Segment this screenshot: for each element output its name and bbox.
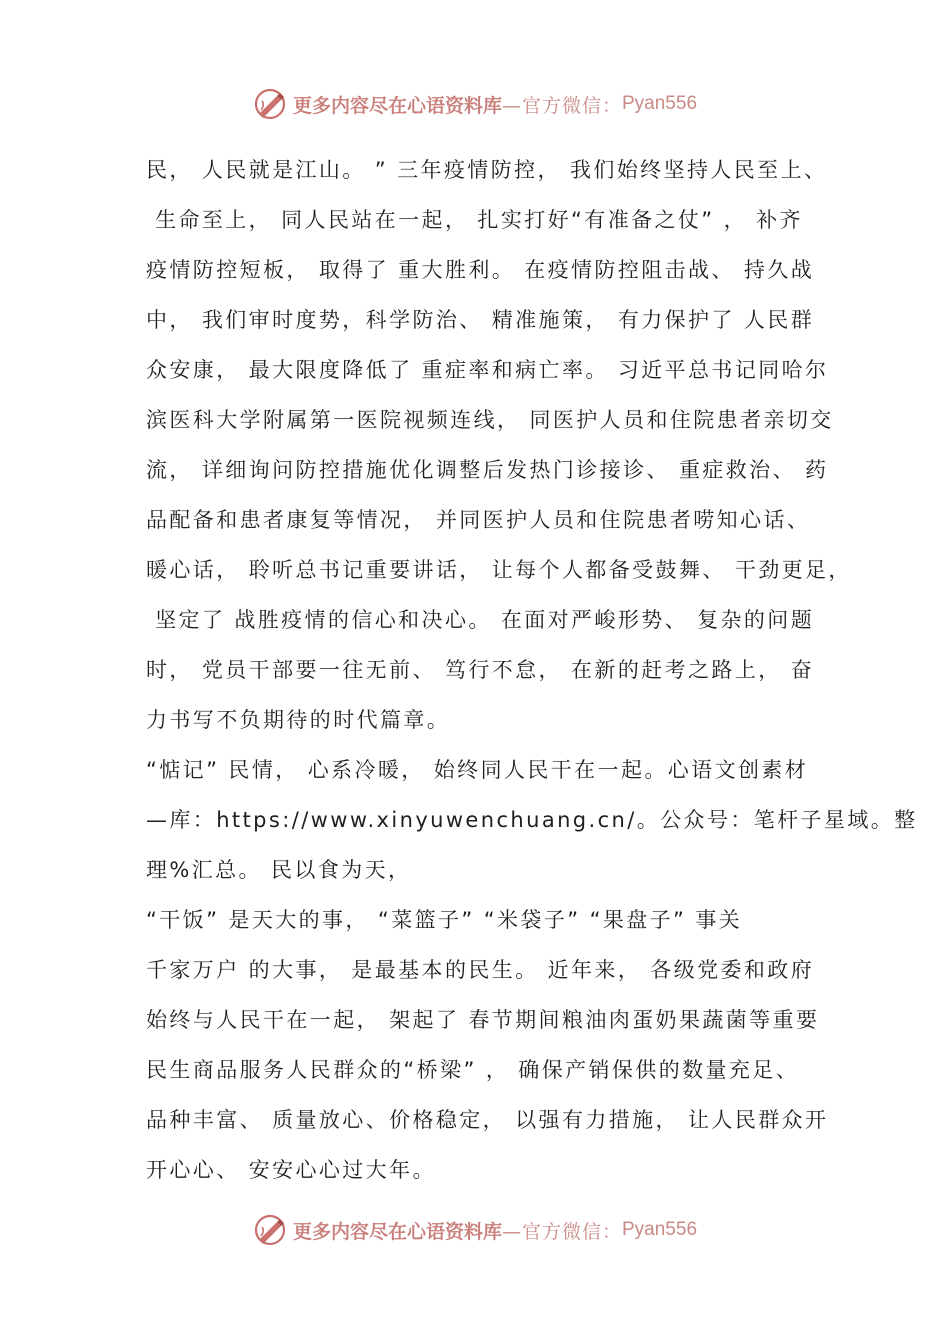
body-line: 千家万户 的大事， 是最基本的民生。 近年来， 各级党委和政府 — [146, 958, 815, 982]
header-banner-main: 更多内容尽在心语资料库 — [292, 94, 502, 117]
body-line: 坚定了 战胜疫情的信心和决心。 在面对严峻形势、 复杂的问题 — [146, 608, 815, 632]
body-line: 民生商品服务人民群众的“桥梁” ， 确保产销保供的数量充足、 — [146, 1058, 800, 1082]
header-banner-text — [293, 91, 697, 118]
pen-logo-icon — [253, 87, 287, 121]
body-line: 时， 党员干部要一往无前、 笃行不怠， 在新的赶考之路上， 奋 — [146, 658, 815, 682]
body-line: 中， 我们审时度势，科学防治、 精准施策， 有力保护了 人民群 — [146, 308, 815, 332]
footer-banner-main: 更多内容尽在心语资料库 — [292, 1220, 502, 1243]
body-line: 始终与人民干在一起， 架起了 春节期间粮油肉蛋奶果蔬菌等重要 — [146, 1008, 820, 1032]
footer-banner — [0, 1210, 950, 1250]
body-line: 品种丰富、 质量放心、价格稳定， 以强有力措施， 让人民群众开 — [146, 1108, 829, 1132]
footer-banner-id: Pyan556 — [622, 1219, 698, 1240]
body-line: 众安康， 最大限度降低了 重症率和病亡率。 习近平总书记同哈尔 — [146, 358, 829, 382]
body-line: 民， 人民就是江山。 ” 三年疫情防控， 我们始终坚持人民至上、 — [146, 158, 828, 182]
body-line: “惦记” 民情， 心系冷暖， 始终同人民干在一起。心语文创素材 — [146, 758, 809, 782]
footer-banner-sub: —官方微信： — [501, 1220, 622, 1243]
body-line: 滨医科大学附属第一医院视频连线， 同医护人员和住院患者亲切交 — [146, 408, 834, 432]
header-banner-sub: —官方微信： — [501, 94, 622, 117]
body-line: 理%汇总。 民以食为天， — [146, 858, 412, 882]
body-line: 暖心话， 聆听总书记重要讲话， 让每个人都备受鼓舞、 干劲更足， — [146, 558, 852, 582]
body-line: —库：https://www.xinyuwenchuang.cn/。公众号：笔杆子星域。整 — [146, 808, 918, 832]
body-line: 疫情防控短板， 取得了 重大胜利。 在疫情防控阻击战、 持久战 — [146, 258, 815, 282]
body-line: 力书写不负期待的时代篇章。 — [146, 708, 451, 732]
header-banner — [0, 84, 950, 124]
body-line: 品配备和患者康复等情况， 并同医护人员和住院患者唠知心话、 — [146, 508, 811, 532]
body-line: 开心心、 安安心心过大年。 — [146, 1158, 436, 1182]
footer-banner-text — [293, 1217, 697, 1244]
header-banner-id: Pyan556 — [622, 93, 698, 114]
pen-logo-icon — [253, 1213, 287, 1247]
body-line: “干饭” 是天大的事， “菜篮子” “米袋子” “果盘子” 事关 — [146, 908, 743, 932]
body-line: 生命至上， 同人民站在一起， 扎实打好“有准备之仗” ， 补齐 — [146, 208, 803, 232]
document-body — [146, 150, 918, 1200]
body-line: 流， 详细询问防控措施优化调整后发热门诊接诊、 重症救治、 药 — [146, 458, 829, 482]
